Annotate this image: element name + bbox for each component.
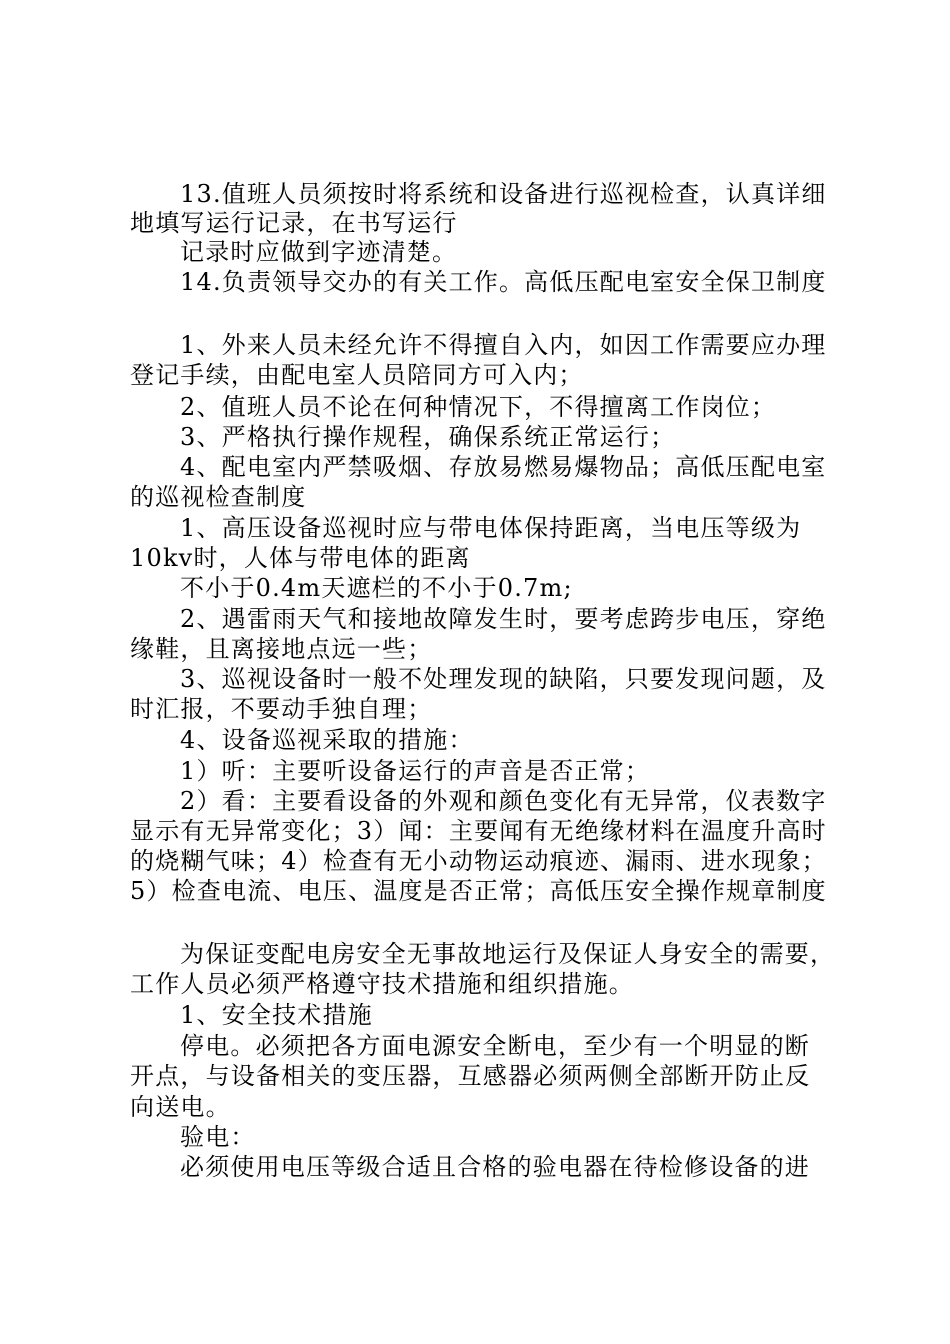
text-line: 工作人员必须严格遵守技术措施和组织措施。: [130, 970, 634, 998]
text-line: 记录时应做到字迹清楚。: [180, 238, 458, 266]
text-line: 必须使用电压等级合适且合格的验电器在待检修设备的进: [180, 1153, 810, 1181]
text-line: 登记手续，由配电室人员陪同方可入内；: [130, 361, 584, 389]
text-line: 2、遇雷雨天气和接地故障发生时，要考虑跨步电压，穿绝: [180, 605, 827, 633]
text-line: 显示有无异常变化；3）闻：主要闻有无绝缘材料在温度升高时: [130, 817, 827, 845]
text-line: 1）听：主要听设备运行的声音是否正常；: [180, 757, 651, 785]
text-line: 1、安全技术措施: [180, 1001, 373, 1029]
text-line: 开点，与设备相关的变压器，互感器必须两侧全部断开防止反: [130, 1062, 811, 1090]
text-line: 14.负责领导交办的有关工作。高低压配电室安全保卫制度: [180, 268, 827, 296]
text-line: 缘鞋，且离接地点远一些；: [130, 635, 433, 663]
text-line: 2、值班人员不论在何种情况下，不得擅离工作岗位；: [180, 393, 777, 421]
text-line: 3、巡视设备时一般不处理发现的缺陷，只要发现问题，及: [180, 665, 827, 693]
text-line: 时汇报，不要动手独自理；: [130, 695, 433, 723]
text-line: 4、设备巡视采取的措施：: [180, 726, 474, 754]
text-line: 停电。必须把各方面电源安全断电，至少有一个明显的断: [180, 1032, 810, 1060]
text-line: 13.值班人员须按时将系统和设备进行巡视检查，认真详细: [180, 180, 827, 208]
text-line: 10kv时，人体与带电体的距离: [130, 544, 471, 572]
text-line: 向送电。: [130, 1093, 231, 1121]
text-line: 为保证变配电房安全无事故地运行及保证人身安全的需要，: [180, 940, 836, 968]
text-line: 的巡视检查制度: [130, 483, 307, 511]
text-line: 3、严格执行操作规程，确保系统正常运行；: [180, 423, 676, 451]
text-line: 的烧糊气味；4）检查有无小动物运动痕迹、漏雨、进水现象；: [130, 847, 827, 875]
text-line: 2）看：主要看设备的外观和颜色变化有无异常，仪表数字: [180, 787, 827, 815]
text-line: 验电：: [180, 1123, 256, 1151]
text-line: 1、外来人员未经允许不得擅自入内，如因工作需要应办理: [180, 331, 827, 359]
text-line: 5）检查电流、电压、温度是否正常；高低压安全操作规章制度: [130, 877, 827, 905]
text-line: 不小于0.4m天遮栏的不小于0.7m;: [180, 574, 573, 602]
text-line: 4、配电室内严禁吸烟、存放易燃易爆物品；高低压配电室: [180, 453, 827, 481]
text-line: 1、高压设备巡视时应与带电体保持距离，当电压等级为: [180, 514, 802, 542]
text-line: 地填写运行记录，在书写运行: [130, 209, 458, 237]
